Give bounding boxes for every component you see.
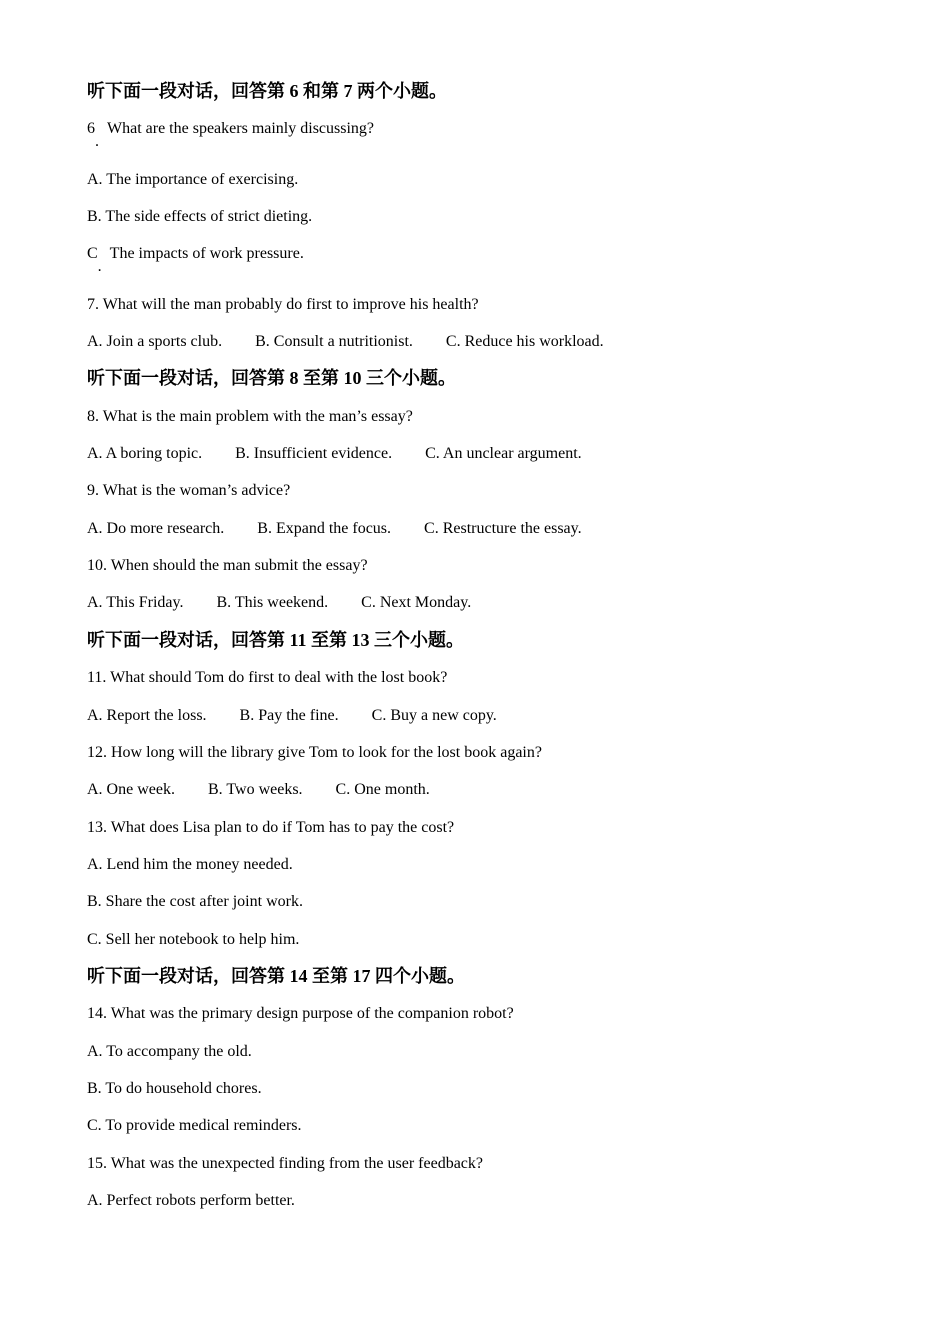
section-heading: 听下面一段对话，回答第 8 至第 10 三个小题。 (87, 368, 456, 389)
question-stem (87, 110, 950, 160)
question-text: What are the speakers mainly discussing? (107, 120, 375, 138)
question-number: 6 (87, 120, 95, 138)
option-b: B. The side effects of strict dieting. (87, 208, 313, 226)
question-stem: 10. When should the man submit the essay? (87, 557, 368, 575)
option-a: A. Perfect robots perform better. (87, 1191, 295, 1209)
option-c: C. Restructure the essay. (424, 519, 582, 537)
options-row (87, 584, 950, 621)
option-b: B. Insufficient evidence. (235, 445, 393, 463)
option-c: C. An unclear argument. (425, 445, 582, 463)
option-a: A. Lend him the money needed. (87, 855, 293, 873)
option-c: C. Buy a new copy. (371, 706, 497, 724)
option-a: A. Join a sports club. (87, 333, 223, 351)
question-stem: 11. What should Tom do first to deal with the lost book? (87, 669, 448, 687)
question-stem: 8. What is the main problem with the man’s essay? (87, 407, 413, 425)
option-b: B. Share the cost after joint work. (87, 893, 303, 911)
option-b: B. Pay the fine. (239, 706, 339, 724)
question-stem: 7. What will the man probably do first to improve his health? (87, 295, 479, 313)
options-row (87, 771, 950, 808)
option-c: C. To provide medical reminders. (87, 1117, 302, 1135)
option-a: A. A boring topic. (87, 445, 203, 463)
option-b: B. Expand the focus. (257, 519, 392, 537)
option-b: B. Two weeks. (207, 781, 303, 799)
option-a: A. One week. (87, 781, 175, 799)
option-a: A. The importance of exercising. (87, 170, 299, 188)
option-c: C. One month. (335, 781, 430, 799)
option-a: A. To accompany the old. (87, 1042, 252, 1060)
option-a: A. This Friday. (87, 594, 184, 612)
option-c (87, 235, 950, 285)
section-heading: 听下面一段对话，回答第 6 和第 7 两个小题。 (87, 81, 447, 101)
section-heading: 听下面一段对话，回答第 11 至第 13 三个小题。 (87, 629, 465, 650)
question-stem: 14. What was the primary design purpose of the companion robot? (87, 1005, 514, 1023)
option-b: B. Consult a nutritionist. (255, 333, 413, 351)
option-letter: C (87, 245, 98, 263)
question-number-dot: . (95, 133, 99, 151)
option-c: C. Reduce his workload. (445, 333, 604, 351)
option-c: C. Sell her notebook to help him. (87, 930, 300, 948)
options-row (87, 510, 950, 547)
section-heading: 听下面一段对话，回答第 14 至第 17 四个小题。 (87, 965, 465, 986)
question-stem: 12. How long will the library give Tom to look for the lost book again? (87, 743, 542, 761)
question-stem: 13. What does Lisa plan to do if Tom has to pay the cost? (87, 818, 455, 836)
option-b: B. To do household chores. (87, 1079, 262, 1097)
options-row (87, 323, 950, 360)
option-a: A. Report the loss. (87, 706, 207, 724)
option-b: B. This weekend. (216, 594, 329, 612)
option-text: The impacts of work pressure. (109, 245, 304, 263)
options-row (87, 697, 950, 734)
options-row (87, 435, 950, 472)
option-c: C. Next Monday. (361, 594, 472, 612)
question-stem: 15. What was the unexpected finding from the user feedback? (87, 1154, 483, 1172)
option-letter-dot: . (97, 258, 102, 276)
option-a: A. Do more research. (87, 519, 225, 537)
question-stem: 9. What is the woman’s advice? (87, 482, 291, 500)
